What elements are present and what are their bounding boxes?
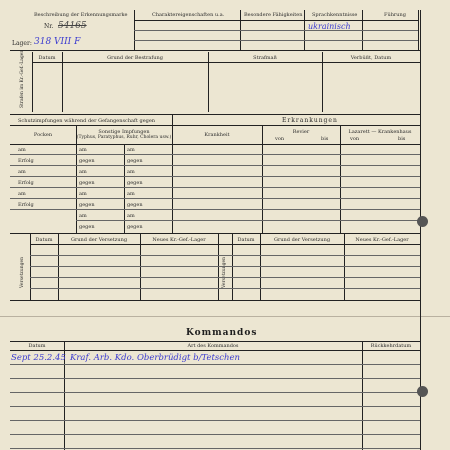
kommando-entry-date: Sept 25.2.45 [11,353,66,363]
versetzungen-side-label-left: Versetzungen [20,256,25,288]
kommandos-col-date: Datum [28,343,46,349]
header-line [134,20,418,21]
erk-revier-to: bis [321,136,329,142]
ruled-line [10,187,420,188]
header-line [10,125,420,126]
erk-col-hospital: Lazarett — Krankenhaus [348,129,412,135]
right-border [420,10,421,450]
header-line [10,350,420,351]
ruled-line [10,378,420,379]
ruled-line [10,198,420,199]
erk-hospital-from: von [350,136,360,142]
strafen-col-served: Verbüßt, Datum [350,55,392,61]
impf-mid-label: am [79,147,87,153]
col-header-character: Charaktereigenschaften u.a. [152,12,225,18]
header-line [30,244,420,245]
col-header-abilities: Besondere Fähigkeiten [244,12,303,18]
language-value: ukrainisch [308,22,351,31]
nr-label: Nr. [44,23,54,30]
kommandos-col-type: Art des Kommandos [187,343,239,349]
erk-revier-from: von [275,136,285,142]
impf-right-label: gegen [127,202,143,208]
vers-col-camp-right: Neues Kr.-Gef.-Lager [355,237,409,243]
header-line [32,62,420,63]
impf-row-label: am [18,191,26,197]
strafen-side-label: Strafen im Kr.-Gef.-Lager [20,50,25,108]
impf-mid-label: gegen [79,224,95,230]
erk-col-revier: Revier [292,129,310,135]
impf-mid-label: am [79,191,87,197]
punch-hole [417,386,428,397]
impf-right-label: gegen [127,224,143,230]
ruled-line [10,364,420,365]
lager-value: 318 VIII F [34,37,81,47]
ruled-line [10,448,420,449]
strafen-col-date: Datum [38,55,56,61]
ruled-line [10,392,420,393]
impf-row-label: Erfolg [18,202,34,208]
vers-col-date-right: Datum [237,237,255,243]
vers-col-camp-left: Neues Kr.-Gef.-Lager [152,237,206,243]
impf-mid-label: am [79,169,87,175]
ruled-line [10,154,420,155]
ruled-line [30,255,420,256]
impf-row-label: Erfolg [18,180,34,186]
impf-mid-label: gegen [79,158,95,164]
impf-row-label: am [18,147,26,153]
ruled-line [30,288,420,289]
kommandos-title: Kommandos [186,328,258,338]
section-border [10,50,420,51]
impf-mid-label: am [79,213,87,219]
divider [340,125,341,233]
impf-right-label: am [127,191,135,197]
vers-col-reason-right: Grund der Versetzung [273,237,331,243]
divider [418,10,419,50]
impf-title: Schutzimpfungen während der Gefangenschaft gegen [18,118,156,124]
section-border [10,233,420,234]
impf-row-label: am [18,169,26,175]
lager-label: Lager: [12,40,32,47]
fold-line [0,316,450,317]
strafen-col-penalty: Strafmaß [253,55,277,61]
ruled-line [10,176,420,177]
col-header-conduct: Führung [384,12,406,18]
ruled-line [30,266,420,267]
ruled-line [10,209,420,210]
ruled-line [134,40,418,41]
impf-mid-label: gegen [79,202,95,208]
header-line [10,341,420,342]
col-header-languages: Sprachkenntnisse [312,12,358,18]
impf-right-label: gegen [127,158,143,164]
ruled-line [10,420,420,421]
impf-col-other-sub: (Typhus, Paratyphus, Ruhr, Cholera usw.) [76,135,172,140]
impf-right-label: am [127,213,135,219]
col-header-tag-description: Beschreibung der Erkennungsmarke [34,12,128,18]
erk-hospital-to: bis [398,136,406,142]
ruled-line [30,277,420,278]
divider [62,52,63,112]
vers-col-date-left: Datum [35,237,53,243]
divider [322,52,323,112]
section-border [10,114,420,115]
punch-hole [417,216,428,227]
ruled-line [10,434,420,435]
kommandos-col-return: Rückkehrdatum [370,343,412,349]
divider [262,125,263,233]
impf-row-label: Erfolg [18,158,34,164]
impf-col-other: Sonstige Impfungen [98,129,150,135]
header-line [10,144,420,145]
strafen-col-reason: Grund der Bestrafung [107,55,163,61]
divider [208,52,209,112]
impf-right-label: gegen [127,180,143,186]
erkrankungen-title: Erkrankungen [282,117,338,124]
ruled-line [76,220,420,221]
ruled-line [10,165,420,166]
kommando-entry-text: Kraf. Arb. Kdo. Oberbrüdigt b/Tetschen [70,353,240,363]
impf-right-label: am [127,169,135,175]
divider [32,52,33,112]
ruled-line [10,406,420,407]
erk-col-illness: Krankheit [204,132,230,138]
impf-mid-label: gegen [79,180,95,186]
vers-col-reason-left: Grund der Versetzung [70,237,128,243]
divider [76,125,77,233]
impf-col-pocken: Pocken [33,132,53,138]
section-border [10,300,420,301]
impf-right-label: am [127,147,135,153]
versetzungen-side-label-right: Versetzungen [222,256,227,288]
ruled-line [134,30,418,31]
nr-value: 54165 [58,21,87,31]
